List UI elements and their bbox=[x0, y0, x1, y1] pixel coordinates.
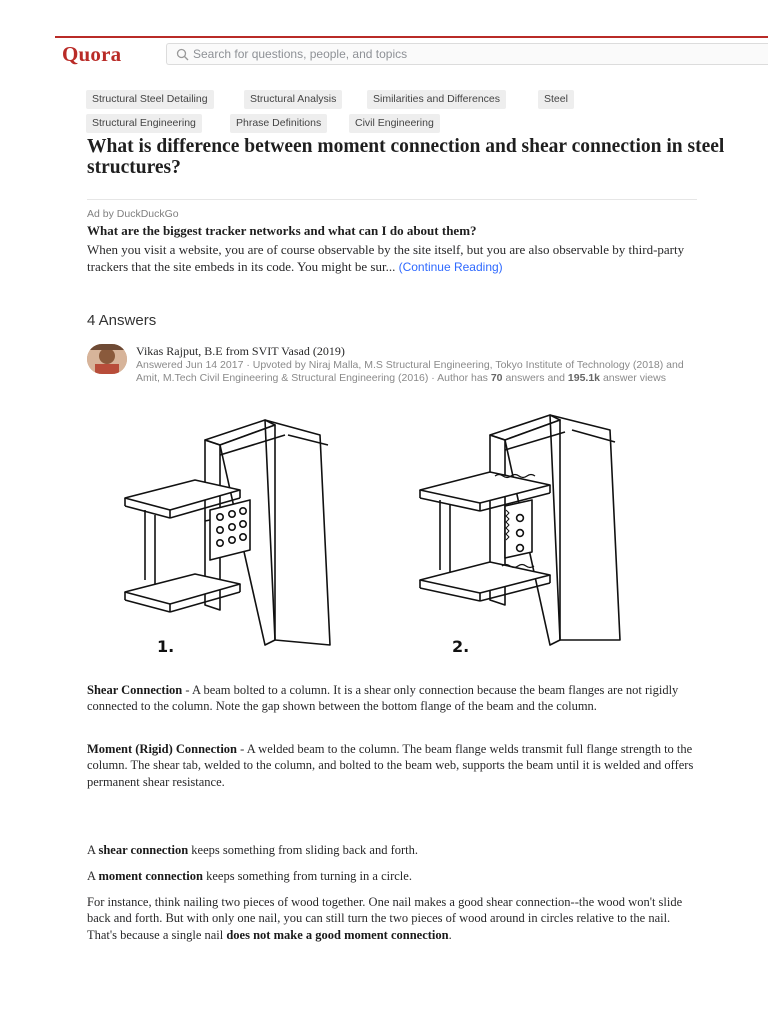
topic-tag[interactable]: Structural Engineering bbox=[86, 114, 202, 133]
topic-tag[interactable]: Structural Analysis bbox=[244, 90, 342, 109]
shear-connection-drawing bbox=[125, 420, 330, 645]
connection-diagram-image bbox=[110, 400, 650, 665]
continue-reading-link[interactable]: (Continue Reading) bbox=[398, 260, 503, 274]
moment-connection-drawing bbox=[420, 415, 620, 645]
ad-body bbox=[87, 241, 697, 276]
figure-label-2: 2. bbox=[452, 637, 470, 656]
topic-tag[interactable]: Phrase Definitions bbox=[230, 114, 327, 133]
ad-label: Ad by DuckDuckGo bbox=[87, 208, 179, 220]
search-bar[interactable] bbox=[166, 43, 768, 65]
search-input[interactable]: Search for questions, people, and topics bbox=[193, 47, 408, 61]
header-accent-line bbox=[55, 36, 768, 38]
figure-label-1: 1. bbox=[157, 637, 175, 656]
answer-paragraph: Moment (Rigid) Connection - A welded beam to the column. The beam flange welds transmit full flange strength to the column. The shear tab, welded to the column, and bolted to the beam web, supports the beam until it is welded and offers permanent shear resistance. bbox=[87, 742, 694, 789]
ad-title[interactable]: What are the biggest tracker networks and what can I do about them? bbox=[87, 223, 477, 238]
topic-tag[interactable]: Structural Steel Detailing bbox=[86, 90, 214, 109]
answers-count: 4 Answers bbox=[87, 312, 157, 329]
divider bbox=[87, 199, 697, 200]
avatar[interactable] bbox=[87, 344, 127, 374]
question-title: What is difference between moment connection and shear connection in steel structures? bbox=[87, 136, 725, 178]
answer-paragraph: Shear Connection - A beam bolted to a column. It is a shear only connection because the beam flanges are not rigidly connected to the column. Note the gap shown between the bottom flange of the beam and the column. bbox=[87, 683, 679, 714]
ad-body-text: When you visit a website, you are of course observable by the site itself, but you are also observable by third-party trackers that the site embeds in its code. You might be sur... bbox=[87, 242, 685, 274]
answer-paragraph: A shear connection keeps something from sliding back and forth. bbox=[87, 843, 418, 857]
topic-tag[interactable]: Similarities and Differences bbox=[367, 90, 506, 109]
answer-paragraph: A moment connection keeps something from turning in a circle. bbox=[87, 869, 412, 883]
topic-tag[interactable]: Steel bbox=[538, 90, 574, 109]
author-credential[interactable]: Vikas Rajput, B.E from SVIT Vasad (2019) bbox=[136, 344, 345, 358]
answer-paragraph: For instance, think nailing two pieces of wood together. One nail makes a good shear connection--the wood won't slide back and forth. But with only one nail, you can still turn the two pieces of wood around in circles relative to the nail. That's because a single nail does not make a good moment connection. bbox=[87, 895, 683, 942]
answer-meta: Answered Jun 14 2017 · Upvoted by Niraj Malla, M.S Structural Engineering, Tokyo Institute of Technology (2018) and Amit, M.Tech Civil Engineering & Structural Engineering (2016) · Author has 70 answers and 195.1k answer views bbox=[136, 359, 684, 384]
search-icon bbox=[176, 48, 189, 61]
quora-logo[interactable]: Quora bbox=[62, 42, 122, 66]
topic-tag[interactable]: Civil Engineering bbox=[349, 114, 440, 133]
